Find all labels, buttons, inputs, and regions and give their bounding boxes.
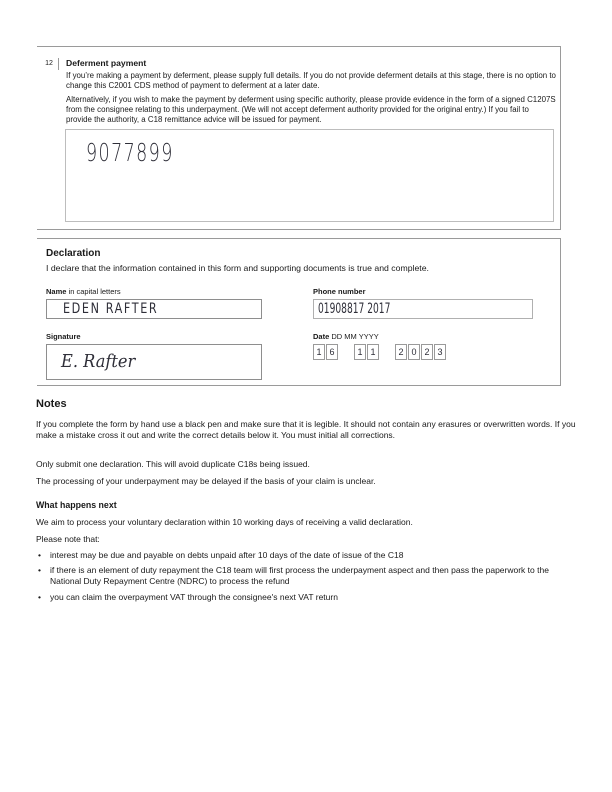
date-day-1[interactable]: 1 [313, 344, 325, 360]
name-field[interactable] [46, 299, 262, 319]
name-label-bold: Name [46, 287, 67, 296]
deferment-alternative: Alternatively, if you wish to make the payment by deferment using specific authority, please provide evidence in the form of a signed C1207S from the consignee relating to this underpayment. (We will not accept deferment authority provided for the original entry.) If you fail to provide the authority, a C18 remittance advice will be issued for payment. [66, 95, 556, 124]
date-month-2[interactable]: 1 [367, 344, 379, 360]
date-year-3[interactable]: 2 [421, 344, 433, 360]
deferment-title: Deferment payment [66, 58, 147, 68]
bullet-item [38, 550, 578, 562]
name-label-rest: in capital letters [66, 287, 121, 296]
date-year-4[interactable]: 3 [434, 344, 446, 360]
bullet-item [38, 592, 578, 604]
date-year-1[interactable]: 2 [395, 344, 407, 360]
signature-label: Signature [46, 332, 81, 341]
declaration-title: Declaration [46, 248, 101, 259]
please-note-text: Please note that: [36, 534, 100, 544]
bullet-icon: • [38, 565, 41, 575]
date-year-2[interactable]: 0 [408, 344, 420, 360]
signature-value: E. Rafter [61, 351, 136, 372]
signature-field[interactable] [46, 344, 262, 380]
notes-title: Notes [36, 398, 67, 410]
bullet-icon: • [38, 550, 41, 560]
date-label [313, 332, 379, 341]
name-value: EDEN RAFTER [63, 301, 159, 317]
what-happens-next-title: What happens next [36, 500, 117, 510]
date-label-format: DD MM YYYY [329, 332, 379, 341]
bullet-item [38, 565, 578, 589]
question-number: 12 [40, 58, 59, 70]
phone-label: Phone number [313, 287, 366, 296]
date-day-2[interactable]: 6 [326, 344, 338, 360]
declaration-statement: I declare that the information contained in this form and supporting documents is true and complete. [46, 263, 429, 273]
name-label [46, 287, 121, 296]
bullet-text: you can claim the overpayment VAT through the consignee's next VAT return [50, 592, 338, 602]
notes-paragraph-2: Only submit one declaration. This will avoid duplicate C18s being issued. [36, 459, 310, 469]
phone-value: 01908817 2017 [318, 301, 391, 317]
phone-field[interactable] [313, 299, 533, 319]
deferment-value: 9077899 [86, 138, 174, 167]
bullet-text: interest may be due and payable on debts unpaid after 10 days of the date of issue of the C18 [50, 550, 404, 560]
what-happens-next-text: We aim to process your voluntary declaration within 10 working days of receiving a valid declaration. [36, 517, 413, 527]
bullet-icon: • [38, 592, 41, 602]
deferment-instructions: If you’re making a payment by deferment, please supply full details. If you do not provide deferment details at this stage, there is no option to change this C2001 CDS method of payment to deferment at a later date. [66, 71, 556, 90]
date-label-bold: Date [313, 332, 330, 341]
bullet-text: if there is an element of duty repayment the C18 team will first process the underpayment aspect and then pass the paperwork to the National Duty Repayment Centre (NDRC) to process the refund [50, 565, 549, 586]
notes-paragraph-1: If you complete the form by hand use a black pen and make sure that it is legible. It should not contain any erasures or overwritten words. If you make a mistake cross it out and write the correct details below it. You must initial all corrections. [36, 419, 576, 440]
notes-paragraph-3: The processing of your underpayment may be delayed if the basis of your claim is unclear. [36, 476, 376, 486]
date-month-1[interactable]: 1 [354, 344, 366, 360]
